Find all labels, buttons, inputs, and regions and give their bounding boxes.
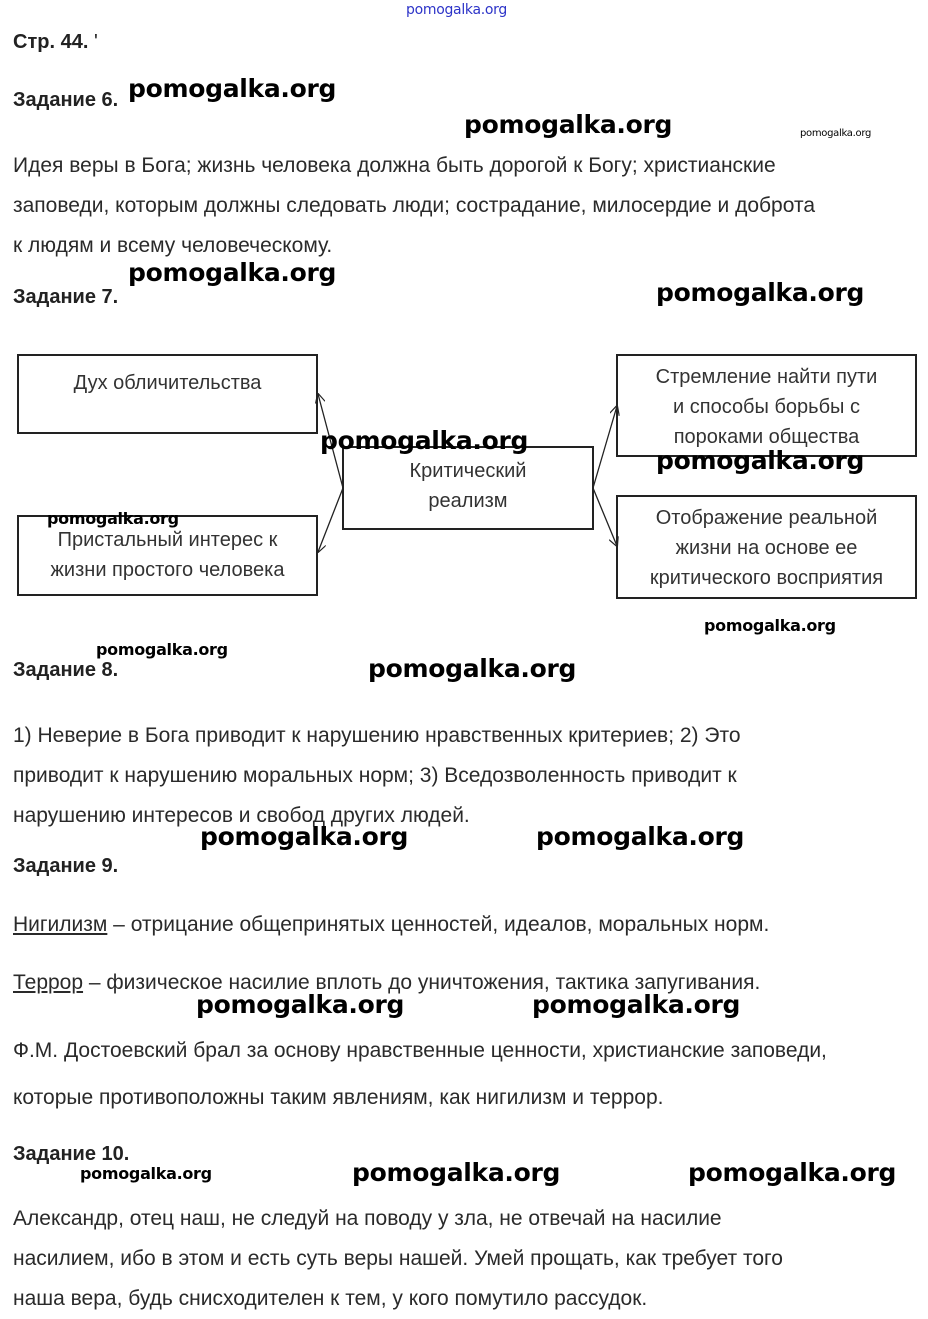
task-6-line: к людям и всему человеческому. [13,234,333,257]
task-10-text [13,1199,783,1319]
page-mark: ' [93,31,98,53]
arrow-to-top-right [593,406,617,488]
page-number: Стр. 44. [13,31,89,53]
watermark: pomogalka.org [368,654,577,683]
watermark: pomogalka.org [128,74,337,103]
watermark: pomogalka.org [532,990,741,1019]
watermark: pomogalka.org [464,110,673,139]
term-nihilism: Нигилизм [13,913,108,936]
watermark: pomogalka.org [128,258,337,287]
task-8-line: приводит к нарушению моральных норм; 3) Вседозволенность приводит к [13,764,737,787]
definition-terror: – физическое насилие вплоть до уничтожения, тактика запугивания. [83,971,761,994]
watermark: pomogalka.org [200,822,409,851]
box-center-text: Критический реализм [409,460,527,512]
watermark: pomogalka.org [352,1158,561,1187]
task-9-line: которые противоположны таким явлениям, как нигилизм и террор. [13,1086,664,1109]
task-9-line: Ф.М. Достоевский брал за основу нравственные ценности, христианские заповеди, [13,1039,827,1062]
task-8-line: нарушению интересов и свобод других людей. [13,804,470,827]
box-top-left-text: Дух обличительства [73,372,262,394]
task-10-line: наша вера, будь снисходителен к тем, у кого помутило рассудок. [13,1287,648,1310]
watermark: pomogalka.org [800,128,872,139]
watermark: pomogalka.org [196,990,405,1019]
task-10-heading: Задание 10. [13,1143,130,1165]
task-7-heading: Задание 7. [13,286,119,308]
watermark: pomogalka.org [656,446,865,475]
task-6-line: заповеди, которым должны следовать люди; сострадание, милосердие и доброта [13,194,816,217]
task-10-line: насилием, ибо в этом и есть суть веры нашей. Умей прощать, как требует того [13,1247,783,1270]
watermark: pomogalka.org [320,426,529,455]
box-top-left [17,354,318,434]
watermark: pomogalka.org [80,1164,212,1183]
watermark: pomogalka.org [688,1158,897,1187]
task-9-heading: Задание 9. [13,855,119,877]
box-center [342,446,594,530]
definition-nihilism: – отрицание общепринятых ценностей, идеалов, моральных норм. [107,913,770,936]
task-6-line: Идея веры в Бога; жизнь человека должна быть дорогой к Богу; христианские [13,154,776,177]
task-9-text [13,1027,827,1121]
box-bottom-right-text: Отображение реальной жизни на основе ее критического восприятия [649,507,884,589]
watermark: pomogalka.org [704,616,836,635]
watermark: pomogalka.org [656,278,865,307]
task-10-line: Александр, отец наш, не следуй на поводу у зла, не отвечай на насилие [13,1207,722,1230]
box-bottom-left-text: Пристальный интерес к жизни простого человека [50,529,285,581]
task-6-heading: Задание 6. [13,89,119,111]
box-top-right-text: Стремление найти пути и способы борьбы с пороками общества [655,366,878,448]
arrow-to-bottom-right [593,488,617,546]
watermark: pomogalka.org [47,509,179,528]
watermark-top: pomogalka.org [406,2,507,18]
task-9-definition-nihilism [13,911,769,939]
box-bottom-right [616,495,917,599]
watermark: pomogalka.org [536,822,745,851]
term-terror: Террор [13,971,84,994]
arrow-to-bottom-left [318,488,343,552]
box-top-right [616,354,917,457]
task-8-heading: Задание 8. [13,659,119,681]
watermark: pomogalka.org [96,640,228,659]
task-8-text [13,716,741,836]
task-8-line: 1) Неверие в Бога приводит к нарушению нравственных критериев; 2) Это [13,724,741,747]
